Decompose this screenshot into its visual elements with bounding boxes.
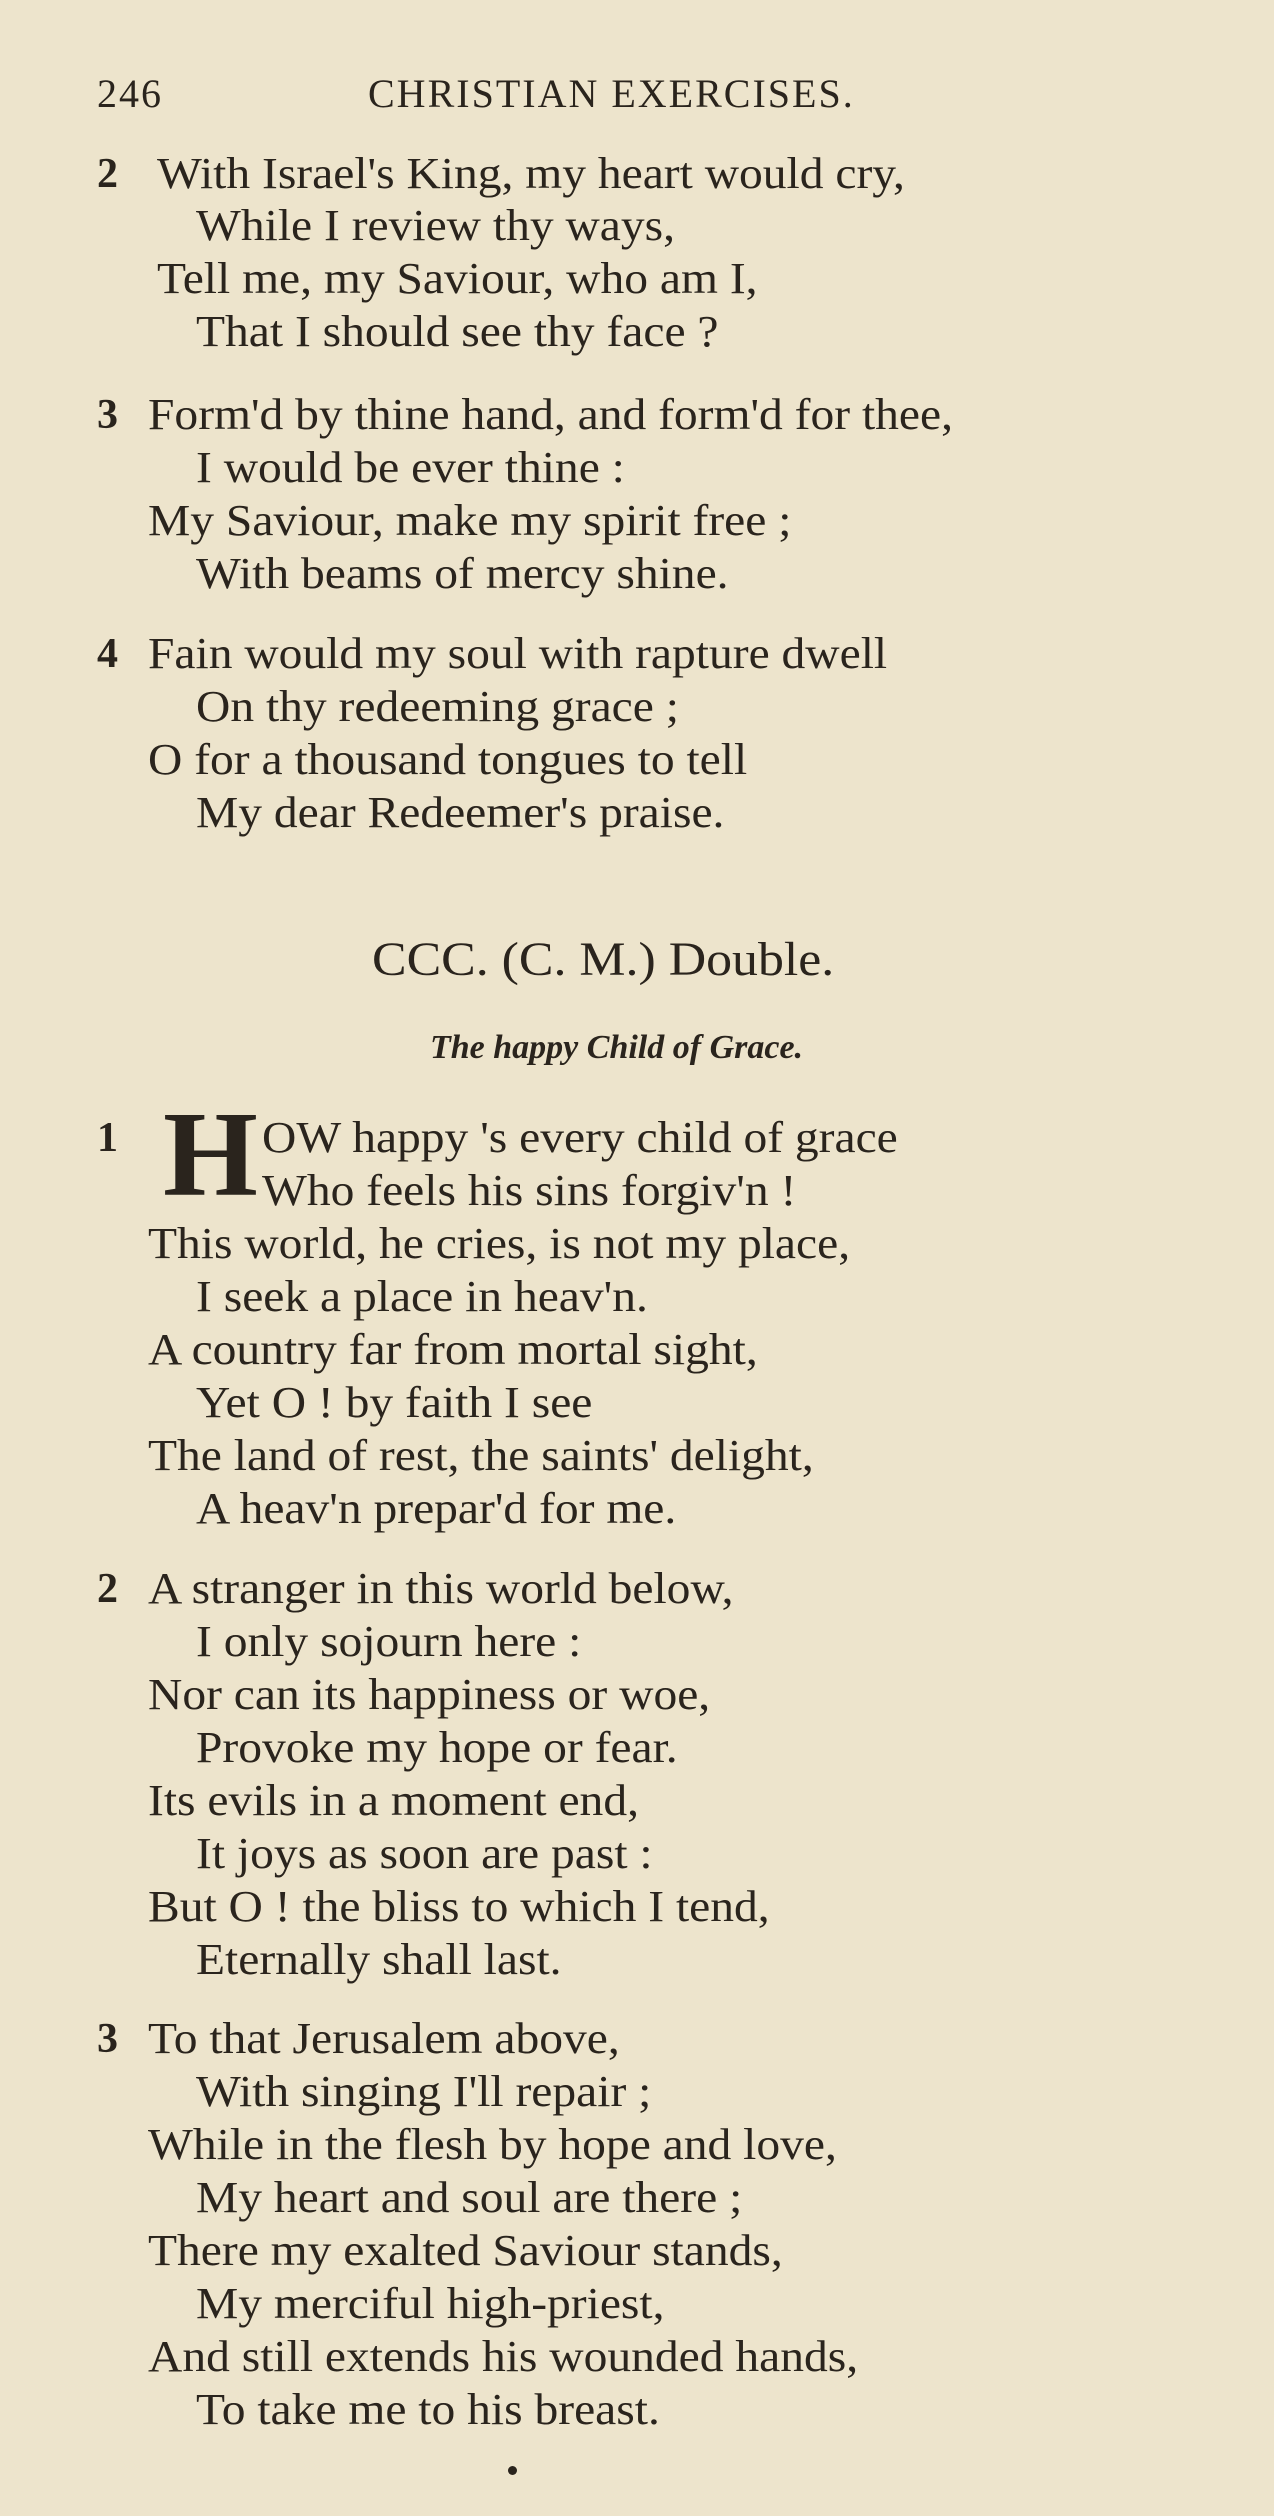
stanza-number: 2	[97, 151, 118, 197]
page-number: 246	[97, 71, 163, 116]
stanza-number: 3	[97, 2016, 118, 2062]
verse-line: To take me to his breast.	[196, 2385, 660, 2434]
verse-line: Provoke my hope or fear.	[196, 1723, 678, 1772]
verse-line: With beams of mercy shine.	[196, 549, 729, 598]
verse-line: My heart and soul are there ;	[196, 2173, 743, 2222]
verse-line: This world, he cries, is not my place,	[148, 1219, 851, 1268]
verse-line: Who feels his sins forgiv'n !	[262, 1166, 797, 1215]
hymn-subtitle: The happy Child of Grace.	[430, 1029, 804, 1066]
verse-line: Nor can its happiness or woe,	[148, 1670, 711, 1719]
verse-line: My Saviour, make my spirit free ;	[148, 496, 792, 545]
verse-line: O for a thousand tongues to tell	[148, 735, 748, 784]
verse-line: My merciful high-priest,	[196, 2279, 665, 2328]
verse-line: OW happy 's every child of grace	[262, 1113, 898, 1162]
verse-line: I seek a place in heav'n.	[196, 1272, 648, 1321]
verse-line: On thy redeeming grace ;	[196, 682, 679, 731]
stanza-number: 1	[97, 1115, 118, 1161]
verse-line: It joys as soon are past :	[196, 1829, 653, 1878]
running-title: CHRISTIAN EXERCISES.	[368, 71, 855, 116]
drop-cap: H	[163, 1087, 258, 1222]
verse-line: Its evils in a moment end,	[148, 1776, 639, 1825]
verse-line: A country far from mortal sight,	[148, 1325, 758, 1374]
verse-line: That I should see thy face ?	[196, 307, 719, 356]
verse-line: And still extends his wounded hands,	[148, 2332, 859, 2381]
verse-line: Form'd by thine hand, and form'd for thee,	[148, 390, 953, 439]
verse-line: A heav'n prepar'd for me.	[196, 1484, 677, 1533]
verse-line: Eternally shall last.	[196, 1935, 562, 1984]
hymn-title: CCC. (C. M.) Double.	[372, 933, 835, 986]
stanza-number: 2	[97, 1566, 118, 1612]
verse-line: Fain would my soul with rapture dwell	[148, 629, 888, 678]
verse-line: With singing I'll repair ;	[196, 2067, 652, 2116]
verse-line: But O ! the bliss to which I tend,	[148, 1882, 770, 1931]
verse-line: A stranger in this world below,	[148, 1564, 734, 1613]
verse-line: Yet O ! by faith I see	[196, 1378, 593, 1427]
verse-line: My dear Redeemer's praise.	[196, 788, 725, 837]
stanza-number: 4	[97, 631, 118, 677]
verse-line: While in the flesh by hope and love,	[148, 2120, 837, 2169]
verse-line: There my exalted Saviour stands,	[148, 2226, 783, 2275]
verse-line: I would be ever thine :	[196, 443, 625, 492]
verse-line: Tell me, my Saviour, who am I,	[157, 254, 758, 303]
verse-line: To that Jerusalem above,	[148, 2014, 620, 2063]
verse-line: With Israel's King, my heart would cry,	[157, 149, 905, 198]
verse-line: The land of rest, the saints' delight,	[148, 1431, 814, 1480]
verse-line: While I review thy ways,	[196, 201, 676, 250]
stanza-number: 3	[97, 392, 118, 438]
verse-line: I only sojourn here :	[196, 1617, 582, 1666]
ink-dot	[508, 2466, 517, 2475]
